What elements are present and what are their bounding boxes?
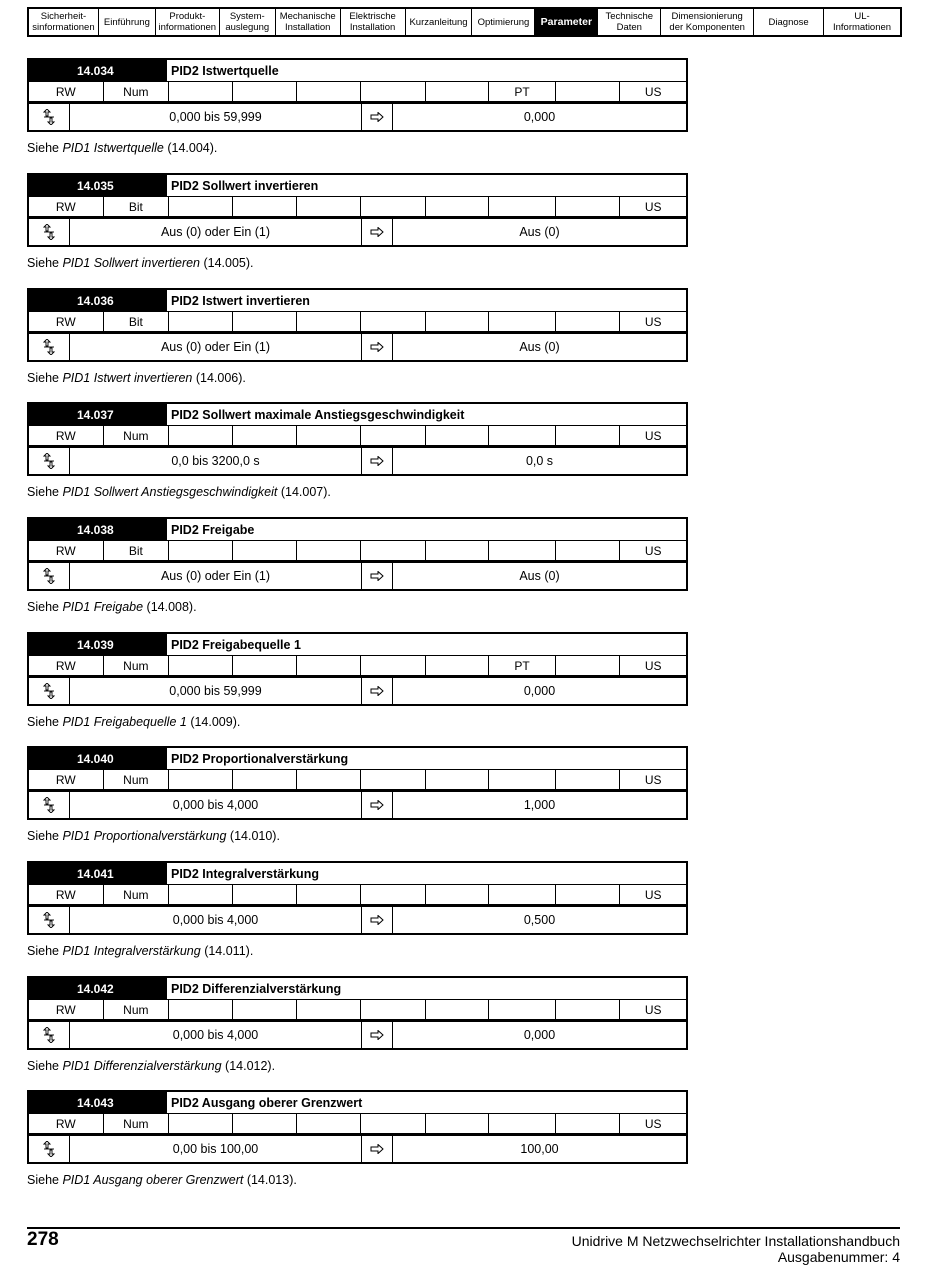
up-down-arrows-icon xyxy=(29,334,70,360)
see-suffix: (14.006). xyxy=(192,371,246,385)
flag-cell xyxy=(169,312,233,331)
flag-cell: RW xyxy=(29,541,104,560)
see-prefix: Siehe xyxy=(27,256,63,270)
flags-row xyxy=(29,770,686,792)
values-row xyxy=(29,563,686,589)
see-ref-link[interactable]: PID1 Differenzialverstärkung xyxy=(62,1059,222,1073)
flags-row xyxy=(29,197,686,219)
see-ref-link[interactable]: PID1 Istwertquelle xyxy=(62,141,164,155)
nav-tab-6[interactable]: Kurzanleitung xyxy=(406,9,473,35)
right-arrow-icon xyxy=(362,104,393,130)
flag-cell xyxy=(361,656,426,675)
see-suffix: (14.005). xyxy=(200,256,254,270)
right-arrow-icon xyxy=(362,792,393,818)
flag-cell: PT xyxy=(489,82,556,101)
up-down-arrows-icon xyxy=(29,219,70,245)
up-down-arrows-icon xyxy=(29,1022,70,1048)
flag-cell: Bit xyxy=(104,197,170,216)
flag-cell xyxy=(489,312,556,331)
up-down-arrows-icon xyxy=(29,678,70,704)
parameter-range: Aus (0) oder Ein (1) xyxy=(70,563,362,589)
parameter-number: 14.043 xyxy=(29,1092,166,1113)
flag-cell xyxy=(297,770,361,789)
parameter-range: 0,000 bis 4,000 xyxy=(70,792,362,818)
parameter-range: 0,00 bis 100,00 xyxy=(70,1136,362,1162)
flags-row xyxy=(29,885,686,907)
up-down-arrows-icon xyxy=(29,448,70,474)
parameter-name: PID2 Ausgang oberer Grenzwert xyxy=(166,1092,686,1113)
values-row xyxy=(29,334,686,360)
values-row xyxy=(29,792,686,818)
parameter-name: PID2 Sollwert maximale Anstiegsgeschwindigkeit xyxy=(166,404,686,425)
right-arrow-icon xyxy=(362,907,393,933)
flag-cell: PT xyxy=(489,656,556,675)
parameter-default: 0,500 xyxy=(523,913,556,927)
flag-cell: RW xyxy=(29,1000,104,1019)
see-prefix: Siehe xyxy=(27,1059,63,1073)
flag-cell xyxy=(489,541,556,560)
see-suffix: (14.011). xyxy=(200,944,254,958)
flag-cell: US xyxy=(644,1002,662,1017)
flag-cell: US xyxy=(644,887,662,902)
flag-cell xyxy=(297,1114,361,1133)
parameter-number: 14.039 xyxy=(29,634,166,655)
flag-cell xyxy=(489,1114,556,1133)
flag-cell xyxy=(556,1000,621,1019)
flag-cell xyxy=(169,426,233,445)
manual-title: Unidrive M Netzwechselrichter Installationshandbuch xyxy=(571,1233,900,1249)
nav-tab-5[interactable]: Elektrische Installation xyxy=(341,9,406,35)
flag-cell xyxy=(556,656,621,675)
flag-cell xyxy=(426,82,490,101)
up-down-arrows-icon xyxy=(29,1136,70,1162)
flags-row xyxy=(29,1114,686,1136)
flag-cell xyxy=(233,426,298,445)
see-suffix: (14.009). xyxy=(186,715,241,729)
flags-row xyxy=(29,1000,686,1022)
flag-cell: US xyxy=(644,428,662,443)
parameter-name: PID2 Istwertquelle xyxy=(166,60,686,81)
parameter-name: PID2 Integralverstärkung xyxy=(166,863,686,884)
parameter-block xyxy=(27,58,688,155)
nav-tab-2[interactable]: Produkt- informationen xyxy=(156,9,220,35)
see-ref-link[interactable]: PID1 Ausgang oberer Grenzwert xyxy=(62,1173,244,1187)
flag-cell: US xyxy=(644,1116,662,1131)
flag-cell: Num xyxy=(104,885,170,904)
flag-cell: US xyxy=(644,314,662,329)
values-row xyxy=(29,678,686,704)
parameter-table xyxy=(27,1090,688,1164)
see-reference xyxy=(27,1059,688,1073)
values-row xyxy=(29,907,686,933)
up-down-arrows-icon xyxy=(29,104,70,130)
parameter-default: 0,0 s xyxy=(525,454,554,468)
see-ref-link[interactable]: PID1 Freigabe xyxy=(62,600,144,614)
see-ref-link[interactable]: PID1 Integralverstärkung xyxy=(62,944,201,958)
flag-cell xyxy=(426,541,490,560)
flag-cell xyxy=(489,770,556,789)
see-suffix: (14.010). xyxy=(226,829,280,843)
flag-cell xyxy=(233,1000,298,1019)
flags-row xyxy=(29,541,686,563)
nav-tab-8[interactable]: Parameter xyxy=(535,9,598,35)
see-prefix: Siehe xyxy=(27,944,63,958)
parameter-number: 14.042 xyxy=(29,978,166,999)
see-reference xyxy=(27,256,688,270)
flag-cell xyxy=(169,885,233,904)
parameter-block xyxy=(27,1090,688,1187)
flag-cell xyxy=(556,885,621,904)
right-arrow-icon xyxy=(362,1022,393,1048)
flags-row xyxy=(29,82,686,104)
flag-cell xyxy=(361,770,426,789)
footer-text xyxy=(572,1233,900,1265)
flag-cell xyxy=(426,885,490,904)
flag-cell: RW xyxy=(29,312,104,331)
right-arrow-icon xyxy=(362,1136,393,1162)
flag-cell: US xyxy=(644,84,662,99)
see-ref-link[interactable]: PID1 Sollwert Anstiegsgeschwindigkeit xyxy=(62,485,278,499)
flag-cell xyxy=(233,82,298,101)
flag-cell xyxy=(297,426,361,445)
parameter-range: 0,000 bis 4,000 xyxy=(70,907,362,933)
parameter-number: 14.035 xyxy=(29,175,166,196)
nav-tab-0[interactable]: Sicherheit- sinformationen xyxy=(29,9,99,35)
flag-cell xyxy=(297,656,361,675)
see-ref-link[interactable]: PID1 Istwert invertieren xyxy=(62,371,193,385)
flag-cell xyxy=(361,197,426,216)
see-prefix: Siehe xyxy=(27,141,63,155)
up-down-arrows-icon xyxy=(29,907,70,933)
see-reference xyxy=(27,600,688,614)
flag-cell xyxy=(297,197,361,216)
see-ref-link[interactable]: PID1 Sollwert invertieren xyxy=(62,256,201,270)
parameter-name: PID2 Freigabe xyxy=(166,519,686,540)
flag-cell xyxy=(169,1000,233,1019)
see-prefix: Siehe xyxy=(27,715,63,729)
flag-cell xyxy=(489,197,556,216)
parameter-number: 14.034 xyxy=(29,60,166,81)
parameter-block xyxy=(27,288,688,385)
parameter-table xyxy=(27,746,688,820)
issue-number: Ausgabenummer: 4 xyxy=(777,1249,900,1265)
nav-tab-7[interactable]: Optimierung xyxy=(472,9,535,35)
nav-tab-11[interactable]: Diagnose xyxy=(754,9,824,35)
right-arrow-icon xyxy=(362,334,393,360)
flag-cell: US xyxy=(644,543,662,558)
up-down-arrows-icon xyxy=(29,563,70,589)
parameter-number: 14.040 xyxy=(29,748,166,769)
nav-tab-12[interactable]: UL- Informationen xyxy=(832,11,892,33)
right-arrow-icon xyxy=(362,563,393,589)
parameter-name: PID2 Proportionalverstärkung xyxy=(166,748,686,769)
flag-cell: Num xyxy=(104,1000,170,1019)
parameter-table xyxy=(27,173,688,247)
see-prefix: Siehe xyxy=(27,600,63,614)
flag-cell xyxy=(556,82,621,101)
flag-cell: Num xyxy=(104,426,170,445)
flag-cell xyxy=(361,82,426,101)
parameter-table xyxy=(27,402,688,476)
flag-cell: Num xyxy=(104,82,170,101)
see-reference xyxy=(27,141,688,155)
flag-cell xyxy=(361,1114,426,1133)
flag-cell xyxy=(361,885,426,904)
flag-cell xyxy=(361,541,426,560)
values-row xyxy=(29,448,686,474)
flags-row xyxy=(29,656,686,678)
parameter-table xyxy=(27,976,688,1050)
flag-cell xyxy=(233,312,298,331)
flag-cell: RW xyxy=(29,1114,104,1133)
flag-cell xyxy=(297,541,361,560)
flag-cell xyxy=(556,770,621,789)
see-reference xyxy=(27,371,688,385)
parameter-block xyxy=(27,632,688,729)
parameter-default: 0,000 xyxy=(523,684,556,698)
nav-tab-9[interactable]: Technische Daten xyxy=(598,9,661,35)
parameter-range: 0,000 bis 4,000 xyxy=(70,1022,362,1048)
flag-cell xyxy=(233,1114,298,1133)
see-suffix: (14.012). xyxy=(221,1059,276,1073)
footer-rule xyxy=(27,1227,900,1229)
flag-cell xyxy=(489,426,556,445)
flag-cell: RW xyxy=(29,885,104,904)
flag-cell: RW xyxy=(29,656,104,675)
values-row xyxy=(29,219,686,245)
parameter-block xyxy=(27,861,688,958)
parameter-block xyxy=(27,402,688,499)
flag-cell xyxy=(297,885,361,904)
flag-cell: RW xyxy=(29,82,104,101)
flag-cell xyxy=(169,1114,233,1133)
flag-cell xyxy=(556,541,621,560)
flag-cell xyxy=(556,312,621,331)
flag-cell: Bit xyxy=(104,541,170,560)
parameter-range: 0,0 bis 3200,0 s xyxy=(70,448,362,474)
see-prefix: Siehe xyxy=(27,485,63,499)
flag-cell xyxy=(426,1114,490,1133)
parameter-block xyxy=(27,746,688,843)
flag-cell xyxy=(426,770,490,789)
flag-cell xyxy=(169,541,233,560)
parameter-name: PID2 Differenzialverstärkung xyxy=(166,978,686,999)
values-row xyxy=(29,1022,686,1048)
flag-cell xyxy=(426,1000,490,1019)
parameter-number: 14.037 xyxy=(29,404,166,425)
flag-cell xyxy=(297,1000,361,1019)
see-prefix: Siehe xyxy=(27,371,63,385)
parameter-number: 14.038 xyxy=(29,519,166,540)
parameter-default: Aus (0) xyxy=(519,225,560,239)
parameter-range: Aus (0) oder Ein (1) xyxy=(70,219,362,245)
flag-cell: US xyxy=(644,772,662,787)
parameter-default: 0,000 xyxy=(523,110,556,124)
flag-cell: Bit xyxy=(104,312,170,331)
flag-cell: RW xyxy=(29,197,104,216)
flag-cell xyxy=(233,197,298,216)
flag-cell xyxy=(426,197,490,216)
parameter-default: 1,000 xyxy=(523,798,556,812)
nav-tab-3[interactable]: System- auslegung xyxy=(220,9,276,35)
flag-cell xyxy=(556,197,621,216)
flag-cell xyxy=(361,312,426,331)
parameter-default: Aus (0) xyxy=(519,569,560,583)
nav-tab-10[interactable]: Dimensionierung der Komponenten xyxy=(661,9,754,35)
flag-cell: Num xyxy=(104,656,170,675)
right-arrow-icon xyxy=(362,448,393,474)
parameter-block xyxy=(27,173,688,270)
see-suffix: (14.007). xyxy=(277,485,331,499)
parameter-table xyxy=(27,58,688,132)
parameter-block xyxy=(27,976,688,1073)
flag-cell xyxy=(361,426,426,445)
see-reference xyxy=(27,715,688,729)
flag-cell xyxy=(233,885,298,904)
parameter-block xyxy=(27,517,688,614)
flag-cell: Num xyxy=(104,770,170,789)
flag-cell xyxy=(169,82,233,101)
nav-tab-1[interactable]: Einführung xyxy=(99,9,156,35)
flag-cell: US xyxy=(644,199,662,214)
right-arrow-icon xyxy=(362,219,393,245)
parameter-number: 14.041 xyxy=(29,863,166,884)
flags-row xyxy=(29,312,686,334)
flag-cell: RW xyxy=(29,426,104,445)
flag-cell xyxy=(489,1000,556,1019)
see-suffix: (14.013). xyxy=(243,1173,297,1187)
nav-tab-4[interactable]: Mechanische Installation xyxy=(276,9,341,35)
parameter-table xyxy=(27,288,688,362)
flag-cell: US xyxy=(644,658,662,673)
flag-cell xyxy=(169,197,233,216)
parameter-name: PID2 Freigabequelle 1 xyxy=(166,634,686,655)
parameter-range: Aus (0) oder Ein (1) xyxy=(70,334,362,360)
up-down-arrows-icon xyxy=(29,792,70,818)
see-prefix: Siehe xyxy=(27,829,63,843)
parameter-name: PID2 Sollwert invertieren xyxy=(166,175,686,196)
values-row xyxy=(29,104,686,130)
see-suffix: (14.008). xyxy=(143,600,197,614)
parameter-table xyxy=(27,517,688,591)
flag-cell xyxy=(426,312,490,331)
see-reference xyxy=(27,485,688,499)
flags-row xyxy=(29,426,686,448)
parameter-name: PID2 Istwert invertieren xyxy=(166,290,686,311)
flag-cell xyxy=(297,82,361,101)
flag-cell xyxy=(556,426,621,445)
flag-cell xyxy=(297,312,361,331)
see-reference xyxy=(27,1173,688,1187)
parameter-table xyxy=(27,632,688,706)
see-ref-link[interactable]: PID1 Proportionalverstärkung xyxy=(62,829,227,843)
flag-cell xyxy=(489,885,556,904)
flag-cell: Num xyxy=(104,1114,170,1133)
flag-cell xyxy=(426,656,490,675)
section-nav xyxy=(27,7,902,37)
flag-cell xyxy=(233,541,298,560)
parameter-number: 14.036 xyxy=(29,290,166,311)
flag-cell xyxy=(556,1114,621,1133)
flag-cell xyxy=(233,656,298,675)
page-number: 278 xyxy=(27,1229,59,1250)
see-suffix: (14.004). xyxy=(163,141,218,155)
parameter-range: 0,000 bis 59,999 xyxy=(70,104,362,130)
right-arrow-icon xyxy=(362,678,393,704)
parameter-table xyxy=(27,861,688,935)
flag-cell xyxy=(426,426,490,445)
parameter-default: 0,000 xyxy=(523,1028,556,1042)
parameter-default: Aus (0) xyxy=(519,340,560,354)
flag-cell: RW xyxy=(29,770,104,789)
see-reference xyxy=(27,829,688,843)
flag-cell xyxy=(233,770,298,789)
parameter-default: 100,00 xyxy=(520,1142,559,1156)
see-ref-link[interactable]: PID1 Freigabequelle 1 xyxy=(62,715,187,729)
flag-cell xyxy=(361,1000,426,1019)
flag-cell xyxy=(169,656,233,675)
values-row xyxy=(29,1136,686,1162)
see-reference xyxy=(27,944,688,958)
see-prefix: Siehe xyxy=(27,1173,63,1187)
parameter-range: 0,000 bis 59,999 xyxy=(70,678,362,704)
flag-cell xyxy=(169,770,233,789)
